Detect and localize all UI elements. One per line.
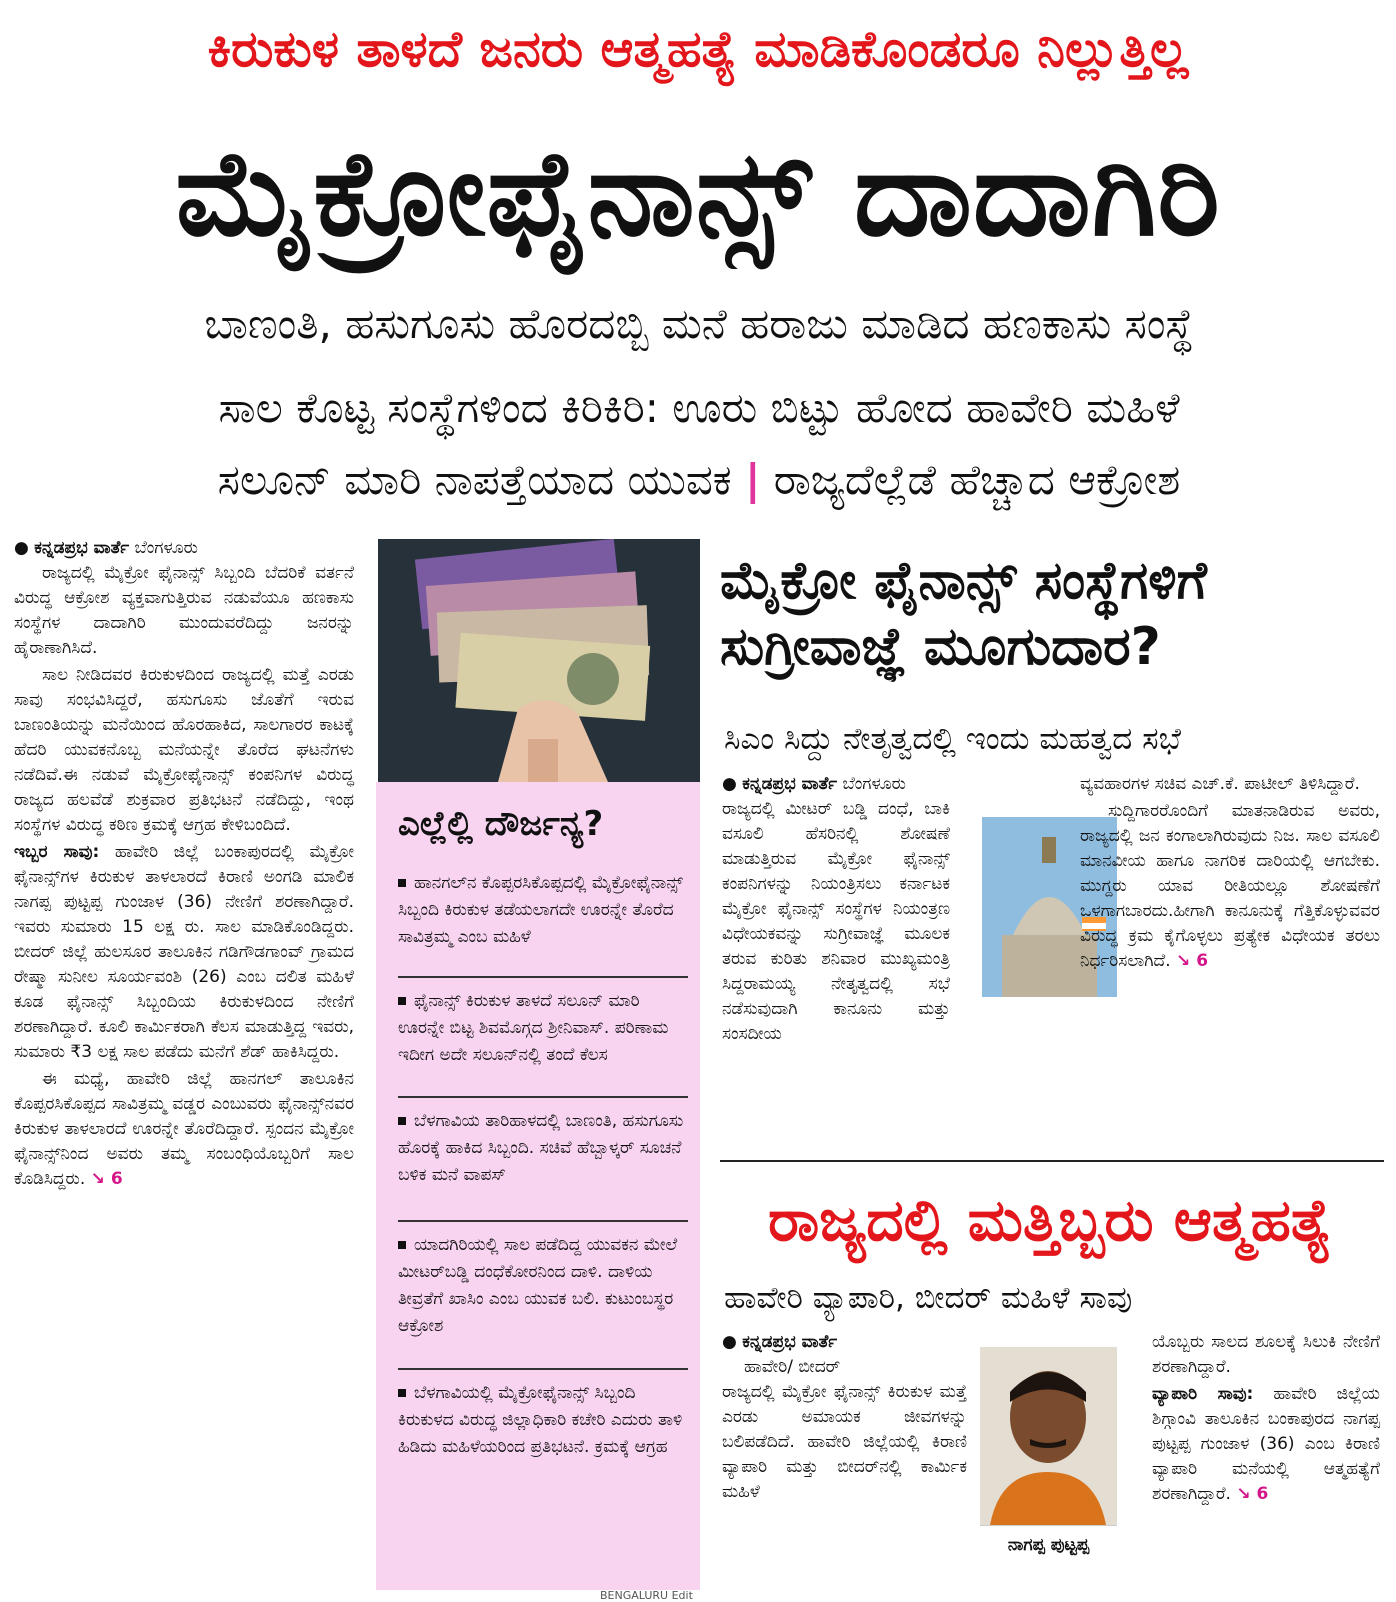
byline-name: ಕನ್ನಡಪ್ರಭ ವಾರ್ತೆ [34,538,130,558]
left-story-byline: ● ಕನ್ನಡಪ್ರಭ ವಾರ್ತೆ ಬೆಂಗಳೂರು [14,538,198,558]
deck-line-1: ಬಾಣಂತಿ, ಹಸುಗೂಸು ಹೊರದಬ್ಬಿ ಮನೆ ಹರಾಜು ಮಾಡಿದ ಹಣಕಾಸು ಸಂಸ್ಥೆ [204,299,1194,348]
byline-name: ಕನ್ನಡಪ್ರಭ ವಾರ್ತೆ [742,774,838,794]
byline-place: ಬೆಂಗಳೂರು [842,774,906,794]
continued-marker[interactable]: ↘ 6 [90,1169,123,1189]
left-story [14,536,354,1194]
right-top-col-2-p2 [1080,799,1380,974]
right-bottom-byline: ● ಕನ್ನಡಪ್ರಭ ವಾರ್ತೆ [722,1332,838,1352]
continued-marker[interactable]: ↘ 6 [1176,951,1209,971]
sidebar-divider [398,976,688,978]
paragraph-text: ಈ ಮಧ್ಯೆ, ಹಾವೇರಿ ಜಿಲ್ಲೆ ಹಾನಗಲ್ ತಾಲೂಕಿನ ಕೊಪ್ಪರಸಿಕೊಪ್ಪದ ಸಾವಿತ್ರಮ್ಮ ವಡ್ಡರ ಎಂಬುವರು ಫೈನಾನ್ಸ್‌ನವರ ಕಿರುಕುಳ ತಾಳಲಾರದೆ ಊರನ್ನೇ ತೊರೆದಿದ್ದಾರೆ. ಸ್ಪಂದನ ಮೈಕ್ರೋ ಫೈನಾನ್ಸ್‌ನಿಂದ ಅವರು ತಮ್ಮ ಸಂಬಂಧಿಯೊಬ್ಬರಿಗೆ ಸಾಲ ಕೊಡಿಸಿದ್ದರು. [14,1069,354,1189]
right-top-col-1-text: ರಾಜ್ಯದಲ್ಲಿ ಮೀಟರ್ ಬಡ್ಡಿ ದಂಧೆ, ಬಾಕಿ ವಸೂಲಿ ಹೆಸರಿನಲ್ಲಿ ಶೋಷಣೆ ಮಾಡುತ್ತಿರುವ ಮೈಕ್ರೋ ಫೈನಾನ್ಸ್ ಕಂಪನಿಗಳನ್ನು ನಿಯಂತ್ರಿಸಲು ಕರ್ನಾಟಕ ಮೈಕ್ರೋ ಫೈನಾನ್ಸ್ ಸಂಸ್ಥೆಗಳ ನಿಯಂತ್ರಣ ವಿಧೇಯಕವನ್ನು ಸುಗ್ರೀವಾಜ್ಞೆ ಮೂಲಕ ತರುವ ಕುರಿತು ಶನಿವಾರ ಮುಖ್ಯಮಂತ್ರಿ ಸಿದ್ದರಾಮಯ್ಯ ನೇತೃತ್ವದಲ್ಲಿ ಸಭೆ ನಡೆಸುವುದಾಗಿ ಕಾನೂನು ಮತ್ತು ಸಂಸದೀಯ [722,799,950,1044]
paragraph-lead: ವ್ಯಾಪಾರಿ ಸಾವು: [1152,1384,1254,1404]
right-top-byline: ● ಕನ್ನಡಪ್ರಭ ವಾರ್ತೆ ಬೆಂಗಳೂರು [722,774,906,794]
right-top-col-2-p1: ವ್ಯವಹಾರಗಳ ಸಚಿವ ಎಚ್.ಕೆ. ಪಾಟೀಲ್ ತಿಳಿಸಿದ್ದಾರೆ. [1080,774,1360,794]
byline-name: ಕನ್ನಡಪ್ರಭ ವಾರ್ತೆ [742,1332,838,1352]
paragraph-text: ಸುದ್ದಿಗಾರರೊಂದಿಗೆ ಮಾತನಾಡಿರುವ ಅವರು, ರಾಜ್ಯದಲ್ಲಿ ಜನ ಕಂಗಾಲಾಗಿರುವುದು ನಿಜ. ಸಾಲ ವಸೂಲಿ ಮಾನವೀಯ ಹಾಗೂ ನಾಗರಿಕ ದಾರಿಯಲ್ಲಿ ಆಗಬೇಕು. ಮುಗ್ದರು ಯಾವ ರೀತಿಯಲ್ಲೂ ಶೋಷಣೆಗೆ ಒಳಗಾಗಬಾರದು.ಹೀಗಾಗಿ ಕಾನೂನುಕ್ಕೆ ಗೆತ್ತಿಕೊಳ್ಳುವವರ ವಿರುದ್ಧ ಕ್ರಮ ಕೈಗೊಳ್ಳಲು ಪ್ರತ್ಯೇಕ ವಿಧೇಯಕ ತರಲು ನಿರ್ಧರಿಸಲಾಗಿದೆ. [1080,801,1380,971]
sidebar-item [398,1232,688,1340]
sidebar-item-text: ಬೆಳಗಾವಿಯಲ್ಲಿ ಮೈಕ್ರೋಫೈನಾನ್ಸ್ ಸಿಬ್ಬಂದಿ ಕಿರುಕುಳದ ವಿರುದ್ಧ ಜಿಲ್ಲಾಧಿಕಾರಿ ಕಚೇರಿ ಎದುರು ತಾಳಿ ಹಿಡಿದು ಮಹಿಳೆಯರಿಂದ ಪ್ರತಿಭಟನೆ. ಕ್ರಮಕ್ಕೆ ಆಗ್ರಹ [398,1383,683,1457]
right-top-headline-line-2: ಸುಗ್ರೀವಾಜ್ಞೆ ಮೂಗುದಾರ? [720,617,1161,677]
portrait-caption: ನಾಗಪ್ಪ ಪುಟ್ಟಪ್ಪ [980,1525,1117,1564]
bullet-square-icon [398,1389,406,1397]
sidebar-item-text: ಫೈನಾನ್ಸ್ ಕಿರುಕುಳ ತಾಳದೆ ಸಲೂನ್ ಮಾರಿ ಊರನ್ನೇ ಬಿಟ್ಟ ಶಿವಮೊಗ್ಗದ ಶ್ರೀನಿವಾಸ್. ಪರಿಣಾಮ ಇದೀಗ ಅದೇ ಸಲೂನ್‌ನಲ್ಲಿ ತಂದೆ ಕೆಲಸ [398,991,669,1065]
deck-line-3-right: ರಾಜ್ಯದೆಲ್ಲೆಡೆ ಹೆಚ್ಚಾದ ಆಕ್ರೋಶ [773,455,1181,504]
right-bottom-col-2 [1152,1330,1380,1509]
sidebar-divider [398,1368,688,1370]
paragraph-text: ಹಾವೇರಿ ಜಿಲ್ಲೆಯ ಶಿಗ್ಗಾಂವಿ ತಾಲೂಕಿನ ಬಂಕಾಪುರದ ನಾಗಪ್ಪ ಪುಟ್ಟಪ್ಪ ಗುಂಜಾಳ (36) ಎಂಬ ಕಿರಾಣಿ ವ್ಯಾಪಾರಿ ಮನೆಯಲ್ಲಿ ಆತ್ಮಹತ್ಯೆಗೆ ಶರಣಾಗಿದ್ದಾರೆ. [1152,1384,1380,1504]
left-story-paragraph: ಸಾಲ ನೀಡಿದವರ ಕಿರುಕುಳದಿಂದ ರಾಜ್ಯದಲ್ಲಿ ಮತ್ತೆ ಎರಡು ಸಾವು ಸಂಭವಿಸಿದ್ದರೆ, ಹಸುಗೂಸು ಜೊತೆಗೆ ಇರುವ ಬಾಣಂತಿಯನ್ನು ಮನೆಯಿಂದ ಹೊರಹಾಕಿದ, ಸಾಲಗಾರರ ಕಾಟಕ್ಕೆ ಹೆದರಿ ಯುವಕನೊಬ್ಬ ಮನೆಯನ್ನೇ ತೊರೆದ ಘಟನೆಗಳು ನಡೆದಿವೆ.ಈ ನಡುವೆ ಮೈಕ್ರೋಫೈನಾನ್ಸ್ ಕಂಪನಿಗಳ ವಿರುದ್ಧ ರಾಜ್ಯದ ಹಲವೆಡೆ ಶುಕ್ರವಾರ ಪ್ರತಿಭಟನೆ ನಡೆದಿದ್ದು, ಇಂಥ ಸಂಸ್ಥೆಗಳ ವಿರುದ್ಧ ಕಠಿಣ ಕ್ರಮಕ್ಕೆ ಆಗ್ರಹ ಕೇಳಿಬಂದಿದೆ. [14,665,354,835]
paragraph-lead: ಇಬ್ಬರ ಸಾವು: [14,842,100,862]
continued-marker[interactable]: ↘ 6 [1236,1484,1269,1504]
sidebar-title: ಎಲ್ಲೆಲ್ಲಿ ದೌರ್ಜನ್ಯ? [398,804,604,844]
right-top-headline [720,548,1380,680]
sidebar-item [398,1380,688,1461]
sidebar-box [376,782,700,1590]
paragraph-text: ಹಾವೇರಿ ಜಿಲ್ಲೆ ಬಂಕಾಪುರದಲ್ಲಿ ಮೈಕ್ರೋ ಫೈನಾನ್ಸ್‌ಗಳ ಕಿರುಕುಳ ತಾಳಲಾರದೆ ಕಿರಾಣಿ ಅಂಗಡಿ ಮಾಲಿಕ ನಾಗಪ್ಪ ಪುಟ್ಟಪ್ಪ ಗುಂಜಾಳ (36) ನೇಣಿಗೆ ಶರಣಾಗಿದ್ದಾರೆ. ಇವರು ಸುಮಾರು 15 ಲಕ್ಷ ರು. ಸಾಲ ಮಾಡಿಕೊಂಡಿದ್ದರು. ಬೀದರ್ ಜಿಲ್ಲೆ ಹುಲಸೂರ ತಾಲೂಕಿನ ಗಡಿಗೌಡಗಾಂವ್ ಗ್ರಾಮದ ರೇಷ್ಮಾ ಸುನೀಲ ಸೂರ್ಯವಂಶಿ (26) ಎಂಬ ದಲಿತ ಮಹಿಳೆ ಕೂಡ ಫೈನಾನ್ಸ್ ಸಿಬ್ಬಂದಿಯ ಕಿರುಕುಳದಿಂದ ನೇಣಿಗೆ ಶರಣಾಗಿದ್ದಾರೆ. ಕೂಲಿ ಕಾರ್ಮಿಕರಾಗಿ ಕೆಲಸ ಮಾಡುತ್ತಿದ್ದ ಇವರು, ಸುಮಾರು ₹3 ಲಕ್ಷ ಸಾಲ ಪಡೆದು ಮನೆಗೆ ಶೆಡ್ ಹಾಕಿಸಿದ್ದರು. [14,842,354,1062]
page-footer: BENGALURU Edit [600,1589,693,1602]
portrait-photo [980,1347,1117,1525]
deck-line-2: ಸಾಲ ಕೊಟ್ಟ ಸಂಸ್ಥೆಗಳಿಂದ ಕಿರಿಕಿರಿ: ಊರು ಬಿಟ್ಟು ಹೋದ ಹಾವೇರಿ ಮಹಿಳೆ [218,383,1180,432]
sidebar-divider [398,1096,688,1098]
right-top-col-2 [1080,772,1380,976]
left-story-paragraph [14,840,354,1065]
kicker-headline: ಕಿರುಕುಳ ತಾಳದೆ ಜನರು ಆತ್ಮಹತ್ಯೆ ಮಾಡಿಕೊಂಡರೂ ನಿಲ್ಲುತ್ತಿಲ್ಲ [207,20,1189,78]
right-bottom-col-1 [722,1330,967,1505]
sidebar-divider [398,1220,688,1222]
right-bottom-col-2-p2 [1152,1382,1380,1507]
currency-photo [378,539,700,782]
sidebar-item-text: ಯಾದಗಿರಿಯಲ್ಲಿ ಸಾಲ ಪಡೆದಿದ್ದ ಯುವಕನ ಮೇಲೆ ಮೀಟರ್‌ಬಡ್ಡಿ ದಂಧೆಕೋರನಿಂದ ದಾಳಿ. ದಾಳಿಯ ತೀವ್ರತೆಗೆ ಖಾಸಿಂ ಎಂಬ ಯುವಕ ಬಲಿ. ಕುಟುಂಬಸ್ಥರ ಆಕ್ರೋಶ [398,1235,678,1336]
right-bottom-col-2-p1: ಯೊಬ್ಬರು ಸಾಲದ ಶೂಲಕ್ಕೆ ಸಿಲುಕಿ ನೇಣಿಗೆ ಶರಣಾಗಿದ್ದಾರೆ. [1152,1332,1380,1377]
sidebar-item [398,870,688,951]
byline-place: ಹಾವೇರಿ/ ಬೀದರ್ [744,1357,841,1377]
sidebar-item [398,988,688,1069]
right-top-subhead: ಸಿಎಂ ಸಿದ್ದು ನೇತೃತ್ವದಲ್ಲಿ ಇಂದು ಮಹತ್ವದ ಸಭೆ [724,721,1182,757]
currency-illustration [378,539,700,782]
main-headline: ಮೈಕ್ರೋಫೈನಾನ್ಸ್ ದಾದಾಗಿರಿ [175,124,1221,262]
deck-line-3-left: ಸಲೂನ್ ಮಾರಿ ನಾಪತ್ತೆಯಾದ ಯುವಕ [217,455,732,504]
person-portrait-icon [980,1347,1117,1525]
bullet-square-icon [398,997,406,1005]
byline-place: ಬೆಂಗಳೂರು [134,538,198,558]
left-story-paragraph [14,1067,354,1192]
bullet-square-icon [398,879,406,887]
bullet-square-icon [398,1241,406,1249]
sidebar-item [398,1108,688,1189]
right-bottom-headline: ರಾಜ್ಯದಲ್ಲಿ ಮತ್ತಿಬ್ಬರು ಆತ್ಮಹತ್ಯೆ [768,1186,1332,1254]
right-bottom-subhead: ಹಾವೇರಿ ವ್ಯಾಪಾರಿ, ಬೀದರ್ ಮಹಿಳೆ ಸಾವು [724,1280,1133,1316]
bullet-square-icon [398,1117,406,1125]
deck-separator: | [745,455,761,504]
left-story-paragraph: ರಾಜ್ಯದಲ್ಲಿ ಮೈಕ್ರೋ ಫೈನಾನ್ಸ್ ಸಿಬ್ಬಂದಿ ಬೆದರಿಕೆ ವರ್ತನೆ ವಿರುದ್ಧ ಆಕ್ರೋಶ ವ್ಯಕ್ತವಾಗುತ್ತಿರುವ ನಡುವೆಯೂ ಹಣಕಾಸು ಸಂಸ್ಥೆಗಳ ದಾದಾಗಿರಿ ಮುಂದುವರೆದಿದ್ದು ಜನರನ್ನು ಹೈರಾಣಾಗಿಸಿದೆ. [14,563,354,658]
section-divider [720,1160,1384,1162]
deck-line-3 [14,452,1384,508]
sidebar-item-text: ಬೆಳಗಾವಿಯ ತಾರಿಹಾಳದಲ್ಲಿ ಬಾಣಂತಿ, ಹಸುಗೂಸು ಹೊರಕ್ಕೆ ಹಾಕಿದ ಸಿಬ್ಬಂದಿ. ಸಚಿವೆ ಹೆಬ್ಬಾಳ್ಕರ್ ಸೂಚನೆ ಬಳಿಕ ಮನೆ ವಾಪಸ್ [398,1111,684,1185]
right-bottom-col-1-text: ರಾಜ್ಯದಲ್ಲಿ ಮೈಕ್ರೋ ಫೈನಾನ್ಸ್ ಕಿರುಕುಳ ಮತ್ತೆ ಎರಡು ಅಮಾಯಕ ಜೀವಗಳನ್ನು ಬಲಿಪಡೆದಿದೆ. ಹಾವೇರಿ ಜಿಲ್ಲೆಯಲ್ಲಿ ಕಿರಾಣಿ ವ್ಯಾಪಾರಿ ಮತ್ತು ಬೀದರ್‌ನಲ್ಲಿ ಕಾರ್ಮಿಕ ಮಹಿಳೆ [722,1382,967,1502]
sidebar-item-text: ಹಾನಗಲ್‌ನ ಕೊಪ್ಪರಸಿಕೊಪ್ಪದಲ್ಲಿ ಮೈಕ್ರೋಫೈನಾನ್ಸ್ ಸಿಬ್ಬಂದಿ ಕಿರುಕುಳ ತಡೆಯಲಾಗದೇ ಊರನ್ನೇ ತೊರೆದ ಸಾವಿತ್ರಮ್ಮ ಎಂಬ ಮಹಿಳೆ [398,873,683,947]
right-top-headline-line-1: ಮೈಕ್ರೋ ಫೈನಾನ್ಸ್ ಸಂಸ್ಥೆಗಳಿಗೆ [720,551,1207,611]
